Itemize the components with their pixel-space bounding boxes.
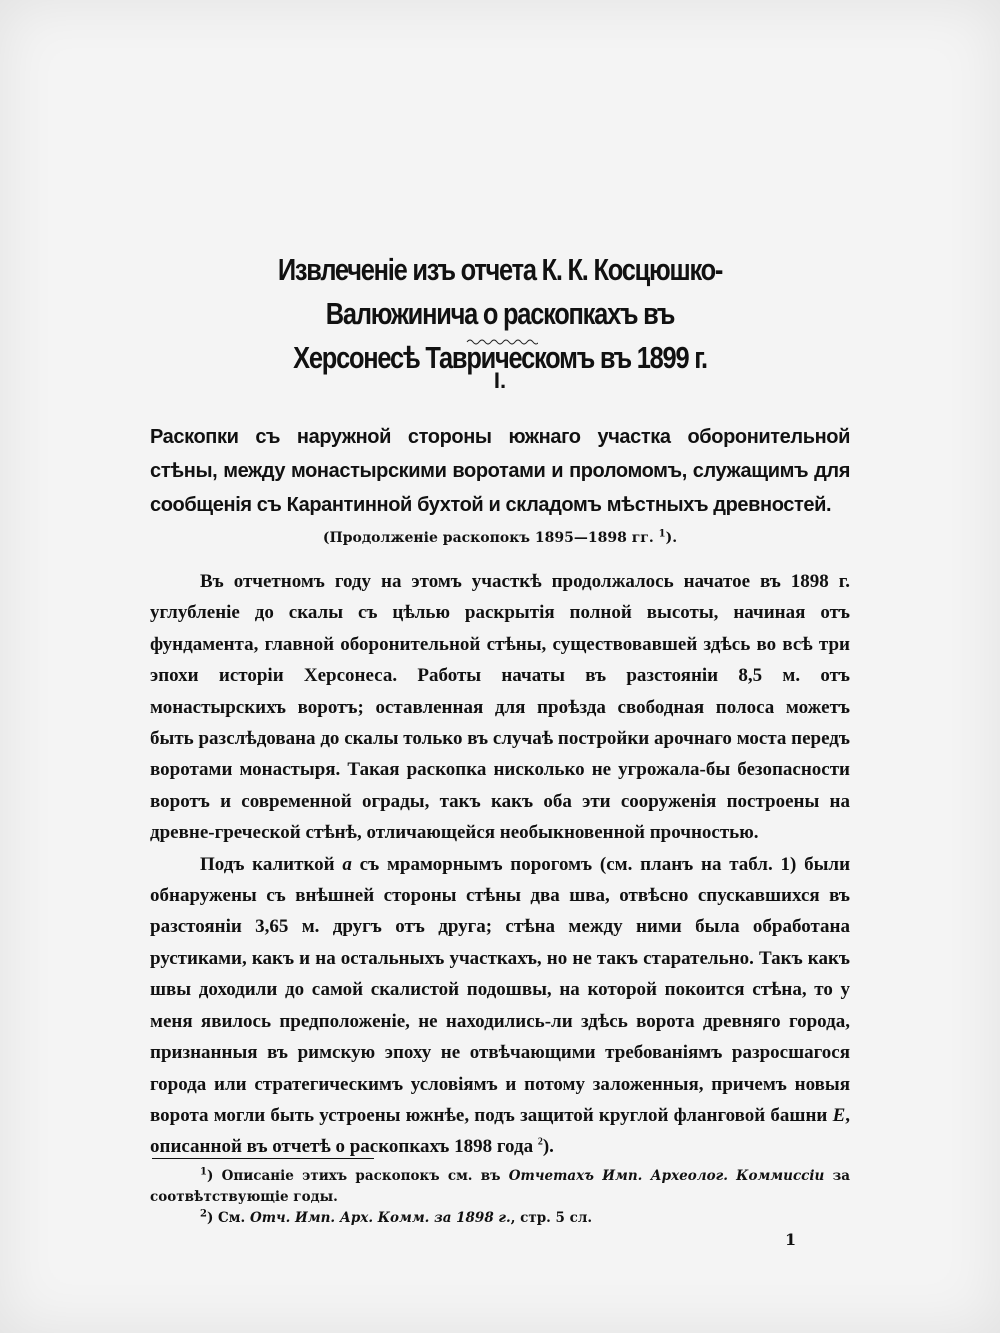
footnote-1-text: ) Описаніе этихъ раскопокъ см. въ (206, 1168, 501, 1184)
document-title (213, 248, 787, 380)
title-line-1: Извлеченіе изъ отчета К. К. Косцюшко-Валюжинича о раскопкахъ въ (277, 252, 723, 331)
footnotes (150, 1166, 850, 1229)
footnote-2-text: ) См. (206, 1210, 246, 1226)
footnote-2-mark: 2 (200, 1208, 207, 1220)
footnote-2-italic: Отч. Имп. Арх. Комм. за 1898 г. (249, 1210, 511, 1226)
paragraph-2-start: Подъ калиткой (200, 853, 335, 875)
footnote-1-end: за соотвѣтствующіе годы. (150, 1168, 850, 1205)
plan-letter-e: E (832, 1104, 846, 1126)
plan-letter-a: a (342, 853, 352, 875)
section-number: I. (493, 368, 507, 393)
footnote-1-mark: 1 (200, 1166, 207, 1178)
subtitle-text: (Продолженіе раскопокъ 1895—1898 гг. (322, 530, 654, 546)
title-line-2: Херсонесѣ Таврическомъ въ 1899 г. (293, 340, 707, 375)
paragraph-2-middle: съ мраморнымъ порогомъ (см. планъ на табл. 1) были обнаружены съ внѣшней стороны стѣны два шва, отвѣсно спускавшихся въ разстояніи 3,65 м. другъ отъ друга; стѣна между ними была обработана рустиками, какъ и на остальныхъ участкахъ, но не такъ старательно. Такъ какъ швы доходили до самой скалистой подошвы, на которой покоится стѣна, то у меня явилось предположеніе, не находились-ли здѣсь ворота древняго города, признанныя въ римскую эпоху не отвѣчающими требованіямъ разросшагося города или стратегическимъ условіямъ и потому заложенныя, причемъ новыя ворота могли быть устроены южнѣе, подъ защитой круглой фланговой башни (150, 853, 851, 1126)
footnote-mark: 1 (658, 528, 666, 540)
paragraph-1: Въ отчетномъ году на этомъ участкѣ продолжалось начатое въ 1898 г. углубленіе до скалы съ цѣлью раскрытія полной высоты, начиная отъ фундамента, главной оборонительной стѣны, существовавшей здѣсь во всѣ три эпохи исторіи Херсонеса. Работы начаты въ разстояніи 8,5 м. отъ монастырскихъ воротъ; оставленная для проѣзда свободная полоса можетъ быть разслѣдована до скалы только въ случаѣ постройки арочнаго моста передъ воротами монастыря. Такая раскопка нисколько не угрожала-бы безопасности воротъ и современной ограды, такъ какъ оба эти сооруженія построены на древне-греческой стѣнѣ, отличающейся необыкновенной прочностью. (150, 571, 850, 844)
subtitle-close: ). (665, 530, 678, 546)
body-text (150, 566, 850, 1163)
section-heading: Раскопки съ наружной стороны южнаго участка оборонительной стѣны, между монастырскими воротами и проломомъ, служащимъ для сообщенія съ Карантинной бухтой и складомъ мѣстныхъ древностей. (150, 426, 850, 516)
wavy-divider-icon (466, 336, 538, 348)
footnote-1-italic: Отчетахъ Имп. Археолог. Коммиссіи (508, 1168, 825, 1184)
footnote-1 (150, 1166, 850, 1208)
section-subtitle (0, 530, 1000, 546)
paragraph-2 (150, 849, 850, 1163)
paragraph-2-end: , описанной въ отчетѣ о раскопкахъ 1898 года (150, 1104, 851, 1158)
footnote-2 (150, 1208, 850, 1229)
footnote-divider (152, 1158, 374, 1159)
paragraph-2-close: ). (542, 1136, 554, 1158)
page-number: 1 (785, 1230, 797, 1249)
footnote-2-end: , стр. 5 сл. (510, 1210, 593, 1226)
footnote-mark: 2 (537, 1136, 543, 1148)
